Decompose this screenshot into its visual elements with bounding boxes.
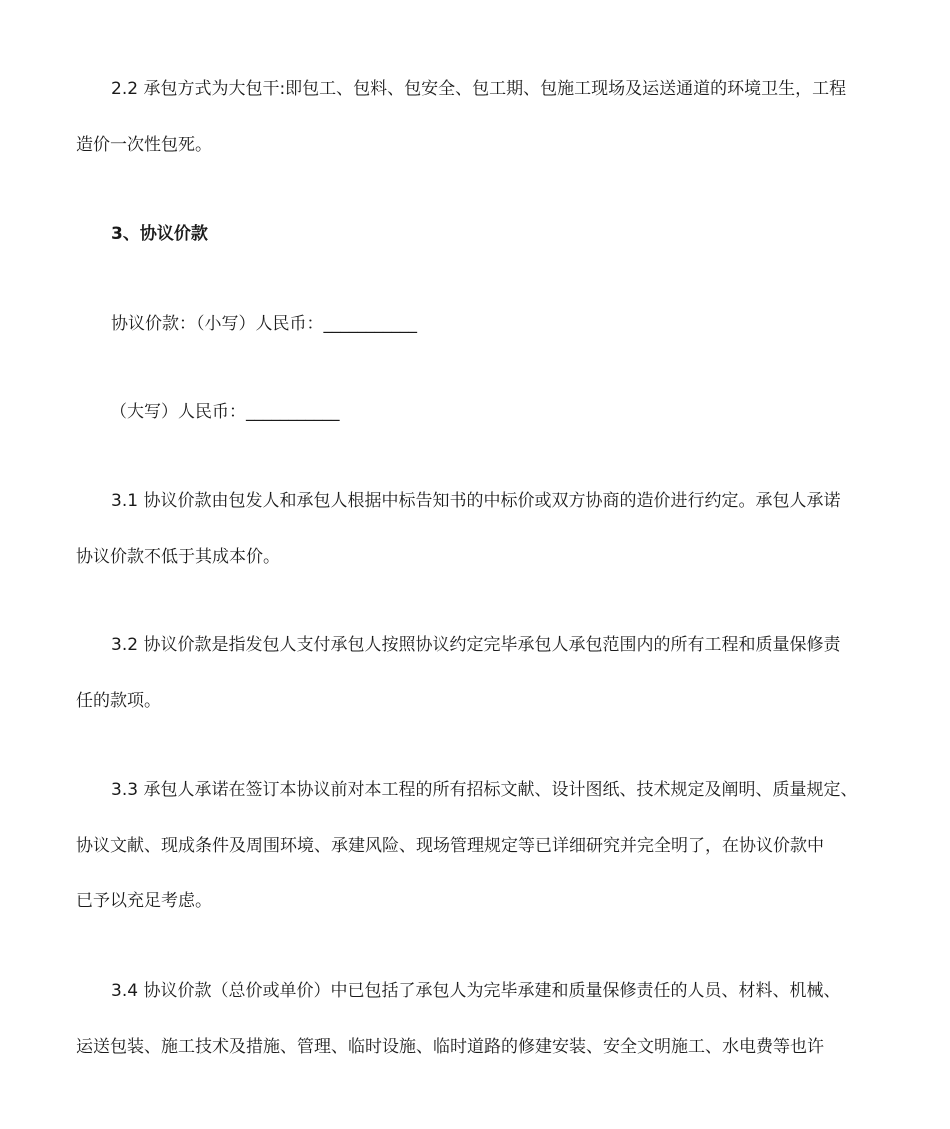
- price-small-label: 协议价款：（小写）人民币：: [111, 314, 324, 334]
- section-3-heading: 3、协议价款: [111, 224, 208, 244]
- price-big-label: （大写）人民币：: [110, 402, 246, 422]
- paragraph-2-2-line-2: 造价一次性包死。: [76, 135, 212, 155]
- paragraph-3-2-line-2: 任的款项。: [76, 691, 161, 711]
- paragraph-3-4-line-2: 运送包装、施工技术及措施、管理、临时设施、临时道路的修建安装、安全文明施工、水电费等也许: [76, 1037, 824, 1057]
- paragraph-3-3-line-1: 3.3 承包人承诺在签订本协议前对本工程的所有招标文献、设计图纸、技术规定及阐明、质量规定、: [111, 780, 858, 800]
- paragraph-3-3-line-2: 协议文献、现成条件及周围环境、承建风险、现场管理规定等已详细研究并完全明了，在协议价款中: [76, 836, 824, 856]
- paragraph-2-2-line-1: 2.2 承包方式为大包干:即包工、包料、包安全、包工期、包施工现场及运送通道的环境卫生，工程: [111, 79, 847, 99]
- price-small-line: [111, 312, 417, 336]
- price-big-blank: ___________: [246, 402, 340, 422]
- paragraph-3-2-line-1: 3.2 协议价款是指发包人支付承包人按照协议约定完毕承包人承包范围内的所有工程和质量保修责: [111, 635, 841, 655]
- price-big-line: [110, 400, 340, 424]
- paragraph-3-1-line-2: 协议价款不低于其成本价。: [76, 547, 280, 567]
- price-small-blank: ___________: [323, 314, 417, 334]
- paragraph-3-4-line-1: 3.4 协议价款（总价或单价）中已包括了承包人为完毕承建和质量保修责任的人员、材料、机械、: [111, 981, 841, 1001]
- paragraph-3-1-line-1: 3.1 协议价款由包发人和承包人根据中标告知书的中标价或双方协商的造价进行约定。承包人承诺: [111, 491, 841, 511]
- paragraph-3-3-line-3: 已予以充足考虑。: [76, 891, 212, 911]
